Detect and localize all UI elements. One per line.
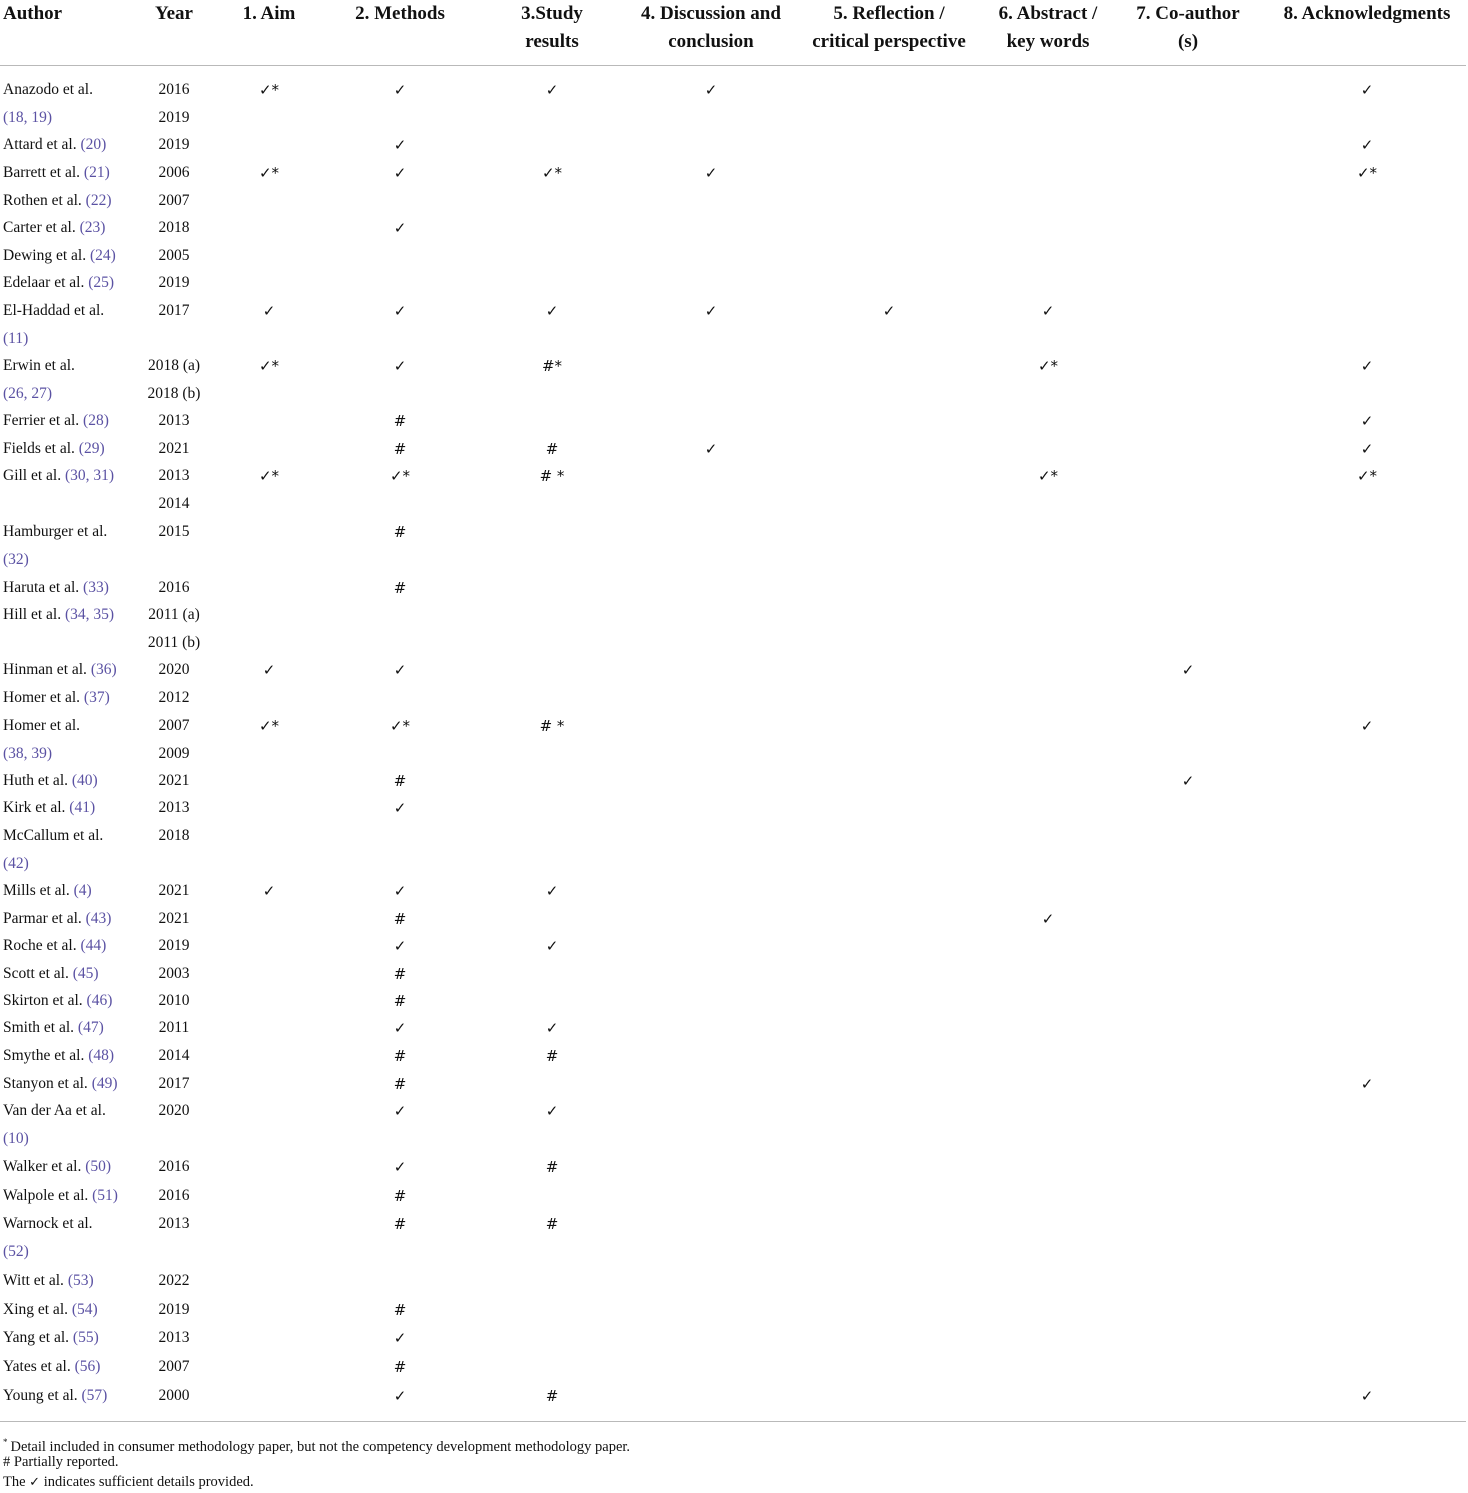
check-mark-methods: ✓	[393, 1387, 407, 1405]
partial-mark-methods: #	[393, 1215, 407, 1233]
year-cell: 2016	[158, 81, 190, 98]
author-cell	[3, 1186, 118, 1206]
check-mark-acknowledgments: ✓	[1360, 1075, 1374, 1093]
header-reflection-line: 5. Reflection /	[833, 3, 945, 24]
reference-link[interactable]: (49)	[91, 1075, 118, 1092]
check-mark-methods: ✓	[393, 357, 407, 375]
reference-link[interactable]: (24)	[89, 247, 116, 264]
footnote-star-text: Detail included in consumer methodology paper, but not the competency development methodology paper.	[10, 1439, 631, 1455]
author-name: Hinman et al.	[3, 661, 87, 678]
check-mark-acknowledgments: ✓*	[1356, 164, 1378, 182]
year-cell: 2014	[158, 495, 190, 512]
partial-mark-methods: #	[393, 579, 407, 597]
reference-link[interactable]: (22)	[85, 192, 112, 209]
author-name: Carter et al.	[3, 219, 76, 236]
year-cell: 2010	[158, 992, 190, 1009]
reference-link[interactable]: (21)	[83, 164, 110, 181]
author-cell	[3, 578, 109, 598]
check-mark-coauthor: ✓	[1181, 772, 1195, 790]
reference-link[interactable]: (38, 39)	[3, 745, 53, 762]
author-cell	[3, 1018, 104, 1038]
header-discussion-line: conclusion	[668, 31, 754, 52]
author-name: Haruta et al.	[3, 579, 80, 596]
partial-mark-results: #	[545, 1387, 559, 1405]
footnote-hash	[3, 1452, 119, 1472]
author-ref-line	[3, 854, 29, 874]
partial-mark-methods: #	[393, 1047, 407, 1065]
year-cell: 2013	[158, 1329, 190, 1346]
check-mark-methods: ✓*	[389, 467, 411, 485]
author-cell	[3, 936, 106, 956]
year-cell: 2021	[158, 440, 190, 457]
header-acknowledgments-line: 8. Acknowledgments	[1283, 3, 1451, 24]
reference-link[interactable]: (26, 27)	[3, 385, 53, 402]
author-name: Edelaar et al.	[3, 274, 85, 291]
year-cell: 2014	[158, 1047, 190, 1064]
year-cell: 2016	[158, 1187, 190, 1204]
author-cell	[3, 771, 98, 791]
header-coauthor-line: (s)	[1177, 31, 1199, 52]
partial-mark-results: #	[545, 440, 559, 458]
author-name: Rothen et al.	[3, 192, 82, 209]
footnote-hash-text: # Partially reported.	[3, 1454, 119, 1470]
header-abstract-line: 6. Abstract /	[998, 3, 1098, 24]
check-mark-methods: ✓	[393, 661, 407, 679]
author-name: Huth et al.	[3, 772, 68, 789]
check-mark-discussion: ✓	[704, 302, 718, 320]
author-cell	[3, 301, 104, 321]
author-cell	[3, 1328, 99, 1348]
footnote-check-prefix: The	[3, 1474, 26, 1490]
check-mark-results: ✓	[545, 937, 559, 955]
year-cell: 2009	[158, 745, 190, 762]
year-cell: 2016	[158, 1158, 190, 1175]
check-mark-icon: ✓	[29, 1475, 41, 1490]
check-mark-aim: ✓*	[258, 357, 280, 375]
reference-link[interactable]: (55)	[72, 1329, 99, 1346]
partial-mark-methods: #	[393, 440, 407, 458]
check-mark-acknowledgments: ✓	[1360, 357, 1374, 375]
author-name: Walker et al.	[3, 1158, 82, 1175]
year-cell: 2016	[158, 579, 190, 596]
header-coauthor-line: 7. Co-author	[1136, 3, 1240, 24]
author-ref-line	[3, 384, 52, 404]
header-coauthor	[1088, 0, 1288, 56]
partial-mark-methods: #	[393, 523, 407, 541]
author-name: Kirk et al.	[3, 799, 66, 816]
year-cell: 2019	[158, 109, 190, 126]
check-mark-aim: ✓	[262, 302, 276, 320]
check-mark-acknowledgments: ✓	[1360, 136, 1374, 154]
header-aim-line: 1. Aim	[242, 3, 296, 24]
reference-link[interactable]: (34, 35)	[65, 606, 115, 623]
header-methods-line: 2. Methods	[355, 3, 445, 24]
year-cell: 2013	[158, 1215, 190, 1232]
author-name: Attard et al.	[3, 136, 77, 153]
check-mark-methods: ✓	[393, 1329, 407, 1347]
check-mark-reflection: ✓	[882, 302, 896, 320]
check-mark-methods: ✓	[393, 302, 407, 320]
check-mark-methods: ✓	[393, 136, 407, 154]
partial-mark-methods: #	[393, 965, 407, 983]
year-cell: 2022	[158, 1272, 190, 1289]
reference-link[interactable]: (10)	[3, 1130, 29, 1147]
author-cell	[3, 1157, 111, 1177]
reference-link[interactable]: (51)	[92, 1187, 118, 1204]
year-cell: 2018	[158, 827, 190, 844]
reference-link[interactable]: (43)	[85, 910, 112, 927]
year-cell: 2000	[158, 1387, 190, 1404]
year-cell: 2006	[158, 164, 190, 181]
year-cell: 2019	[158, 136, 190, 153]
author-name: Skirton et al.	[3, 992, 83, 1009]
author-cell	[3, 881, 92, 901]
year-cell: 2019	[158, 1301, 190, 1318]
partial-mark-results: #*	[541, 357, 563, 375]
check-mark-abstract: ✓	[1041, 910, 1055, 928]
author-name: El-Haddad et al.	[3, 302, 105, 319]
author-cell	[3, 688, 110, 708]
check-mark-acknowledgments: ✓	[1360, 81, 1374, 99]
author-cell	[3, 1386, 107, 1406]
author-name: Erwin et al.	[3, 357, 75, 374]
footnote-check	[3, 1472, 254, 1493]
header-discussion-line: 4. Discussion and	[641, 3, 781, 24]
partial-mark-results: # *	[539, 467, 565, 485]
year-cell: 2007	[158, 1358, 190, 1375]
author-name: Parmar et al.	[3, 910, 82, 927]
reference-link[interactable]: (37)	[83, 689, 110, 706]
author-name: Mills et al.	[3, 882, 70, 899]
author-ref-line	[3, 329, 28, 349]
reference-link[interactable]: (32)	[3, 551, 29, 568]
partial-mark-methods: #	[393, 412, 407, 430]
year-cell: 2013	[158, 467, 190, 484]
author-cell	[3, 80, 93, 100]
reference-link[interactable]: (40)	[71, 772, 98, 789]
check-mark-methods: ✓	[393, 164, 407, 182]
author-name: Smith et al.	[3, 1019, 75, 1036]
author-ref-line	[3, 1242, 29, 1262]
reference-link[interactable]: (47)	[77, 1019, 104, 1036]
reference-link[interactable]: (46)	[86, 992, 113, 1009]
footnote-check-suffix: indicates sufficient details provided.	[43, 1474, 254, 1490]
year-cell: 2013	[158, 412, 190, 429]
author-name: Fields et al.	[3, 440, 75, 457]
author-cell	[3, 1300, 98, 1320]
author-name: Witt et al.	[3, 1272, 64, 1289]
reference-link[interactable]: (44)	[80, 937, 107, 954]
author-ref-line	[3, 744, 52, 764]
year-cell: 2021	[158, 882, 190, 899]
reference-link[interactable]: (48)	[88, 1047, 115, 1064]
check-mark-aim: ✓	[262, 661, 276, 679]
check-mark-discussion: ✓	[704, 164, 718, 182]
author-ref-line	[3, 1129, 29, 1149]
reference-link[interactable]: (29)	[78, 440, 105, 457]
author-name: McCallum et al.	[3, 827, 104, 844]
author-cell	[3, 246, 116, 266]
check-mark-acknowledgments: ✓	[1360, 440, 1374, 458]
reference-link[interactable]: (33)	[83, 579, 109, 596]
reference-link[interactable]: (42)	[3, 855, 29, 872]
partial-mark-results: # *	[539, 717, 565, 735]
partial-mark-methods: #	[393, 772, 407, 790]
check-mark-methods: ✓*	[389, 717, 411, 735]
author-cell	[3, 191, 111, 211]
author-name: Xing et al.	[3, 1301, 68, 1318]
partial-mark-methods: #	[393, 992, 407, 1010]
reference-link[interactable]: (11)	[3, 330, 29, 347]
check-mark-results: ✓*	[541, 164, 563, 182]
year-cell: 2011 (a)	[148, 606, 200, 623]
bottom-rule	[0, 1421, 1466, 1422]
check-mark-abstract: ✓*	[1037, 357, 1059, 375]
check-mark-methods: ✓	[393, 1019, 407, 1037]
header-acknowledgments	[1267, 0, 1467, 28]
reference-link[interactable]: (4)	[73, 882, 92, 899]
reference-link[interactable]: (18, 19)	[3, 109, 53, 126]
partial-mark-results: #	[545, 1047, 559, 1065]
reference-link[interactable]: (57)	[81, 1387, 108, 1404]
year-cell: 2017	[158, 1075, 190, 1092]
check-mark-discussion: ✓	[704, 81, 718, 99]
author-name: Warnock et al.	[3, 1215, 93, 1232]
year-cell: 2019	[158, 937, 190, 954]
reference-link[interactable]: (41)	[69, 799, 96, 816]
header-reflection-line: critical perspective	[812, 31, 966, 52]
author-cell	[3, 356, 75, 376]
year-cell: 2021	[158, 910, 190, 927]
author-name: Ferrier et al.	[3, 412, 80, 429]
check-mark-aim: ✓*	[258, 467, 280, 485]
reference-link[interactable]: (53)	[67, 1272, 94, 1289]
header-discussion	[611, 0, 811, 56]
author-name: Walpole et al.	[3, 1187, 89, 1204]
check-mark-methods: ✓	[393, 937, 407, 955]
author-name: Hill et al.	[3, 606, 62, 623]
author-cell	[3, 135, 106, 155]
year-cell: 2021	[158, 772, 190, 789]
check-mark-coauthor: ✓	[1181, 661, 1195, 679]
author-name: Stanyon et al.	[3, 1075, 88, 1092]
author-cell	[3, 1357, 100, 1377]
partial-mark-results: #	[545, 1158, 559, 1176]
header-author-line: Author	[3, 3, 63, 24]
author-cell	[3, 522, 107, 542]
reference-link[interactable]: (45)	[72, 965, 99, 982]
reference-link[interactable]: (50)	[85, 1158, 112, 1175]
author-name: Homer et al.	[3, 717, 81, 734]
partial-mark-results: #	[545, 1215, 559, 1233]
author-name: Barrett et al.	[3, 164, 81, 181]
author-cell	[3, 218, 105, 238]
check-mark-methods: ✓	[393, 1158, 407, 1176]
author-cell	[3, 1046, 114, 1066]
header-results-line: results	[525, 31, 579, 52]
reference-link[interactable]: (20)	[80, 136, 107, 153]
author-cell	[3, 439, 105, 459]
check-mark-abstract: ✓*	[1037, 467, 1059, 485]
author-name: Van der Aa et al.	[3, 1102, 106, 1119]
year-cell: 2012	[158, 689, 190, 706]
year-cell: 2019	[158, 274, 190, 291]
check-mark-results: ✓	[545, 1019, 559, 1037]
year-cell: 2020	[158, 661, 190, 678]
author-name: Hamburger et al.	[3, 523, 108, 540]
year-cell: 2018 (b)	[147, 385, 201, 402]
check-mark-aim: ✓	[262, 882, 276, 900]
check-mark-results: ✓	[545, 882, 559, 900]
reference-link[interactable]: (30, 31)	[65, 467, 115, 484]
check-mark-aim: ✓*	[258, 717, 280, 735]
author-cell	[3, 798, 95, 818]
reference-link[interactable]: (54)	[71, 1301, 98, 1318]
year-cell: 2005	[158, 247, 190, 264]
check-mark-results: ✓	[545, 81, 559, 99]
check-mark-methods: ✓	[393, 1102, 407, 1120]
author-cell	[3, 273, 114, 293]
check-mark-methods: ✓	[393, 882, 407, 900]
year-cell: 2015	[158, 523, 190, 540]
author-cell	[3, 1214, 93, 1234]
author-cell	[3, 1271, 94, 1291]
author-cell	[3, 466, 114, 486]
partial-mark-methods: #	[393, 1358, 407, 1376]
author-cell	[3, 411, 109, 431]
author-name: Anazodo et al.	[3, 81, 93, 98]
author-name: Gill et al.	[3, 467, 62, 484]
author-cell	[3, 991, 112, 1011]
year-cell: 2007	[158, 192, 190, 209]
partial-mark-methods: #	[393, 1075, 407, 1093]
year-cell: 2017	[158, 302, 190, 319]
check-mark-methods: ✓	[393, 81, 407, 99]
reference-link[interactable]: (25)	[88, 274, 115, 291]
author-cell	[3, 660, 117, 680]
check-mark-abstract: ✓	[1041, 302, 1055, 320]
check-mark-acknowledgments: ✓	[1360, 1387, 1374, 1405]
author-ref-line	[3, 550, 29, 570]
check-mark-acknowledgments: ✓*	[1356, 467, 1378, 485]
check-mark-discussion: ✓	[704, 440, 718, 458]
author-cell	[3, 964, 99, 984]
author-cell	[3, 163, 110, 183]
author-cell	[3, 909, 111, 929]
header-rule	[0, 65, 1466, 66]
author-name: Roche et al.	[3, 937, 77, 954]
year-cell: 2018	[158, 219, 190, 236]
reference-link[interactable]: (52)	[3, 1243, 29, 1260]
partial-mark-methods: #	[393, 910, 407, 928]
author-name: Homer et al.	[3, 689, 81, 706]
year-cell: 2007	[158, 717, 190, 734]
year-cell: 2020	[158, 1102, 190, 1119]
author-cell	[3, 716, 80, 736]
reference-link[interactable]: (36)	[90, 661, 117, 678]
author-cell	[3, 605, 114, 625]
partial-mark-methods: #	[393, 1187, 407, 1205]
author-cell	[3, 1101, 106, 1121]
check-mark-aim: ✓*	[258, 164, 280, 182]
author-name: Young et al.	[3, 1387, 78, 1404]
author-name: Yang et al.	[3, 1329, 70, 1346]
author-cell	[3, 826, 103, 846]
header-author	[3, 0, 62, 28]
check-mark-results: ✓	[545, 302, 559, 320]
reference-link[interactable]: (56)	[74, 1358, 101, 1375]
author-cell	[3, 1074, 118, 1094]
year-cell: 2011	[158, 1019, 190, 1036]
author-name: Smythe et al.	[3, 1047, 85, 1064]
year-cell: 2003	[158, 965, 190, 982]
check-mark-aim: ✓*	[258, 81, 280, 99]
reference-link[interactable]: (23)	[79, 219, 106, 236]
author-name: Yates et al.	[3, 1358, 71, 1375]
check-mark-methods: ✓	[393, 799, 407, 817]
check-mark-results: ✓	[545, 1102, 559, 1120]
check-mark-acknowledgments: ✓	[1360, 717, 1374, 735]
author-name: Scott et al.	[3, 965, 69, 982]
header-year-line: Year	[155, 3, 193, 24]
reference-link[interactable]: (28)	[83, 412, 109, 429]
author-ref-line	[3, 108, 52, 128]
year-cell: 2018 (a)	[147, 357, 201, 374]
partial-mark-methods: #	[393, 1301, 407, 1319]
header-abstract-line: key words	[1006, 31, 1090, 52]
check-mark-methods: ✓	[393, 219, 407, 237]
author-name: Dewing et al.	[3, 247, 87, 264]
footnote-star-symbol: *	[3, 1437, 8, 1447]
check-mark-acknowledgments: ✓	[1360, 412, 1374, 430]
year-cell: 2011 (b)	[147, 634, 201, 651]
header-results-line: 3.Study	[521, 3, 583, 24]
year-cell: 2013	[158, 799, 190, 816]
